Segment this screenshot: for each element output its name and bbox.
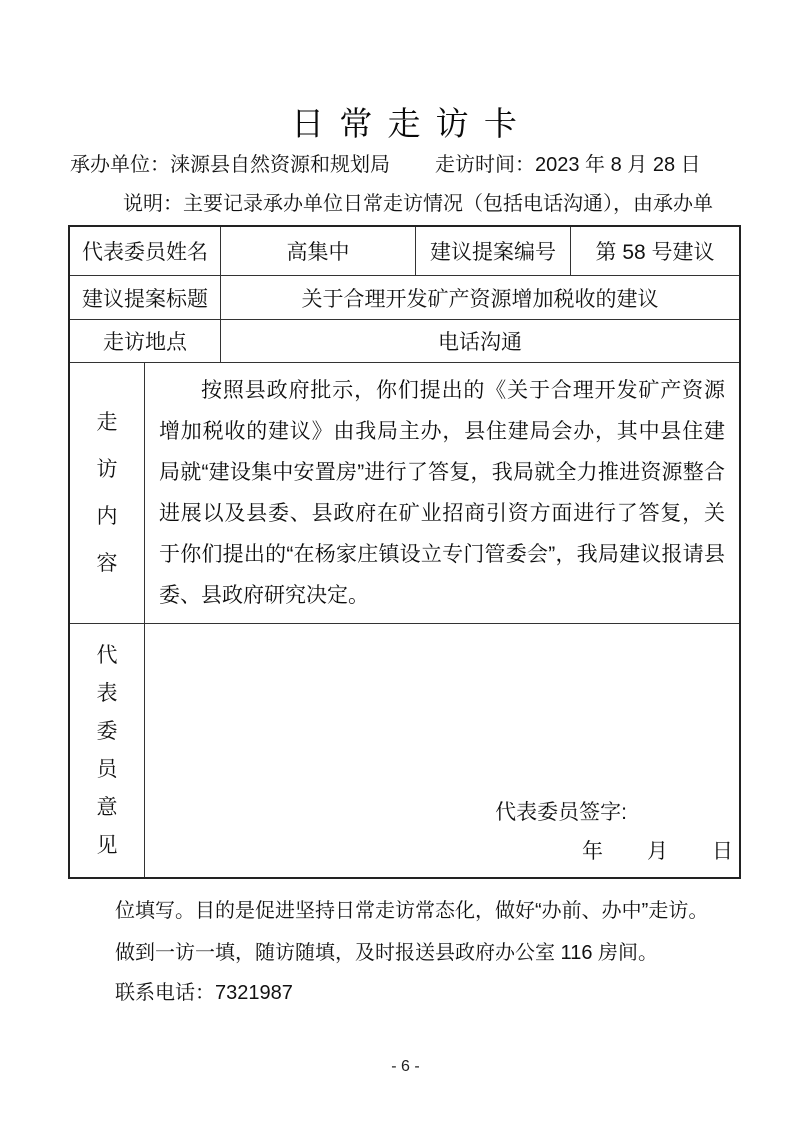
date-day-label: 日 — [712, 840, 733, 863]
representative-name-value-cell: 高集中 — [220, 227, 415, 275]
proposal-number-label-cell: 建议提案编号 — [415, 227, 570, 275]
date-month-label: 月 — [647, 840, 668, 863]
visit-card-table — [68, 225, 741, 879]
representative-opinion-value-cell — [144, 624, 739, 877]
signature-label: 代表委员签字: — [495, 801, 627, 824]
visit-time-label: 走访时间： — [435, 154, 535, 176]
table-row-visit-content — [70, 362, 739, 623]
representative-name-label-cell: 代表委员姓名 — [82, 241, 208, 264]
footer-note-line-1: 位填写。目的是促进坚持日常走访常态化，做好“办前、办中”走访。 — [115, 900, 709, 922]
date-year-label: 年 — [582, 840, 603, 863]
organizer-value: 涞源县自然资源和规划局 — [170, 154, 390, 176]
footer-contact-line: 联系电话：7321987 — [115, 982, 293, 1004]
table-row-representative-opinion — [70, 623, 739, 877]
page-title: 日 常 走 访 卡 — [291, 105, 520, 142]
representative-opinion-label-cell — [70, 624, 144, 877]
visit-content-label-cell — [70, 363, 144, 623]
visit-content-text: 按照县政府批示，你们提出的《关于合理开发矿产资源增加税收的建议》由我局主办，县住建局会办，其中县住建局就“建设集中安置房”进行了答复，我局就全力推进资源整合进展以及县委、县政府在矿业招商引资方面进行了答复，关于你们提出的“在杨家庄镇设立专门管委会”，我局建议报请县委、县政府研究决定。 — [159, 379, 725, 607]
proposal-title-value-cell: 关于合理开发矿产资源增加税收的建议 — [220, 276, 739, 319]
visit-location-label-cell: 走访地点 — [103, 331, 187, 354]
signature-date-line — [582, 835, 733, 865]
proposal-title-label-cell: 建议提案标题 — [82, 287, 208, 311]
proposal-number-value-cell: 第 58 号建议 — [570, 227, 739, 275]
note-intro: 说明：主要记录承办单位日常走访情况（包括电话沟通），由承办单 — [123, 193, 713, 215]
organizer-line — [70, 152, 390, 178]
table-row-proposal-title — [70, 275, 739, 319]
table-row-visit-location — [70, 319, 739, 362]
organizer-label: 承办单位： — [70, 154, 170, 176]
visit-time-line — [435, 152, 701, 178]
table-row-identity — [70, 227, 739, 275]
visit-content-label: 走访内容 — [96, 411, 118, 575]
visit-time-value: 2023 年 8 月 28 日 — [535, 154, 701, 176]
page-number: - 6 - — [391, 1058, 420, 1075]
representative-opinion-label: 代表委员意见 — [96, 643, 118, 857]
visit-location-value-cell: 电话沟通 — [220, 320, 739, 362]
footer-note-line-2: 做到一访一填，随访随填，及时报送县政府办公室 116 房间。 — [115, 942, 658, 964]
visit-content-value-cell — [144, 363, 739, 623]
